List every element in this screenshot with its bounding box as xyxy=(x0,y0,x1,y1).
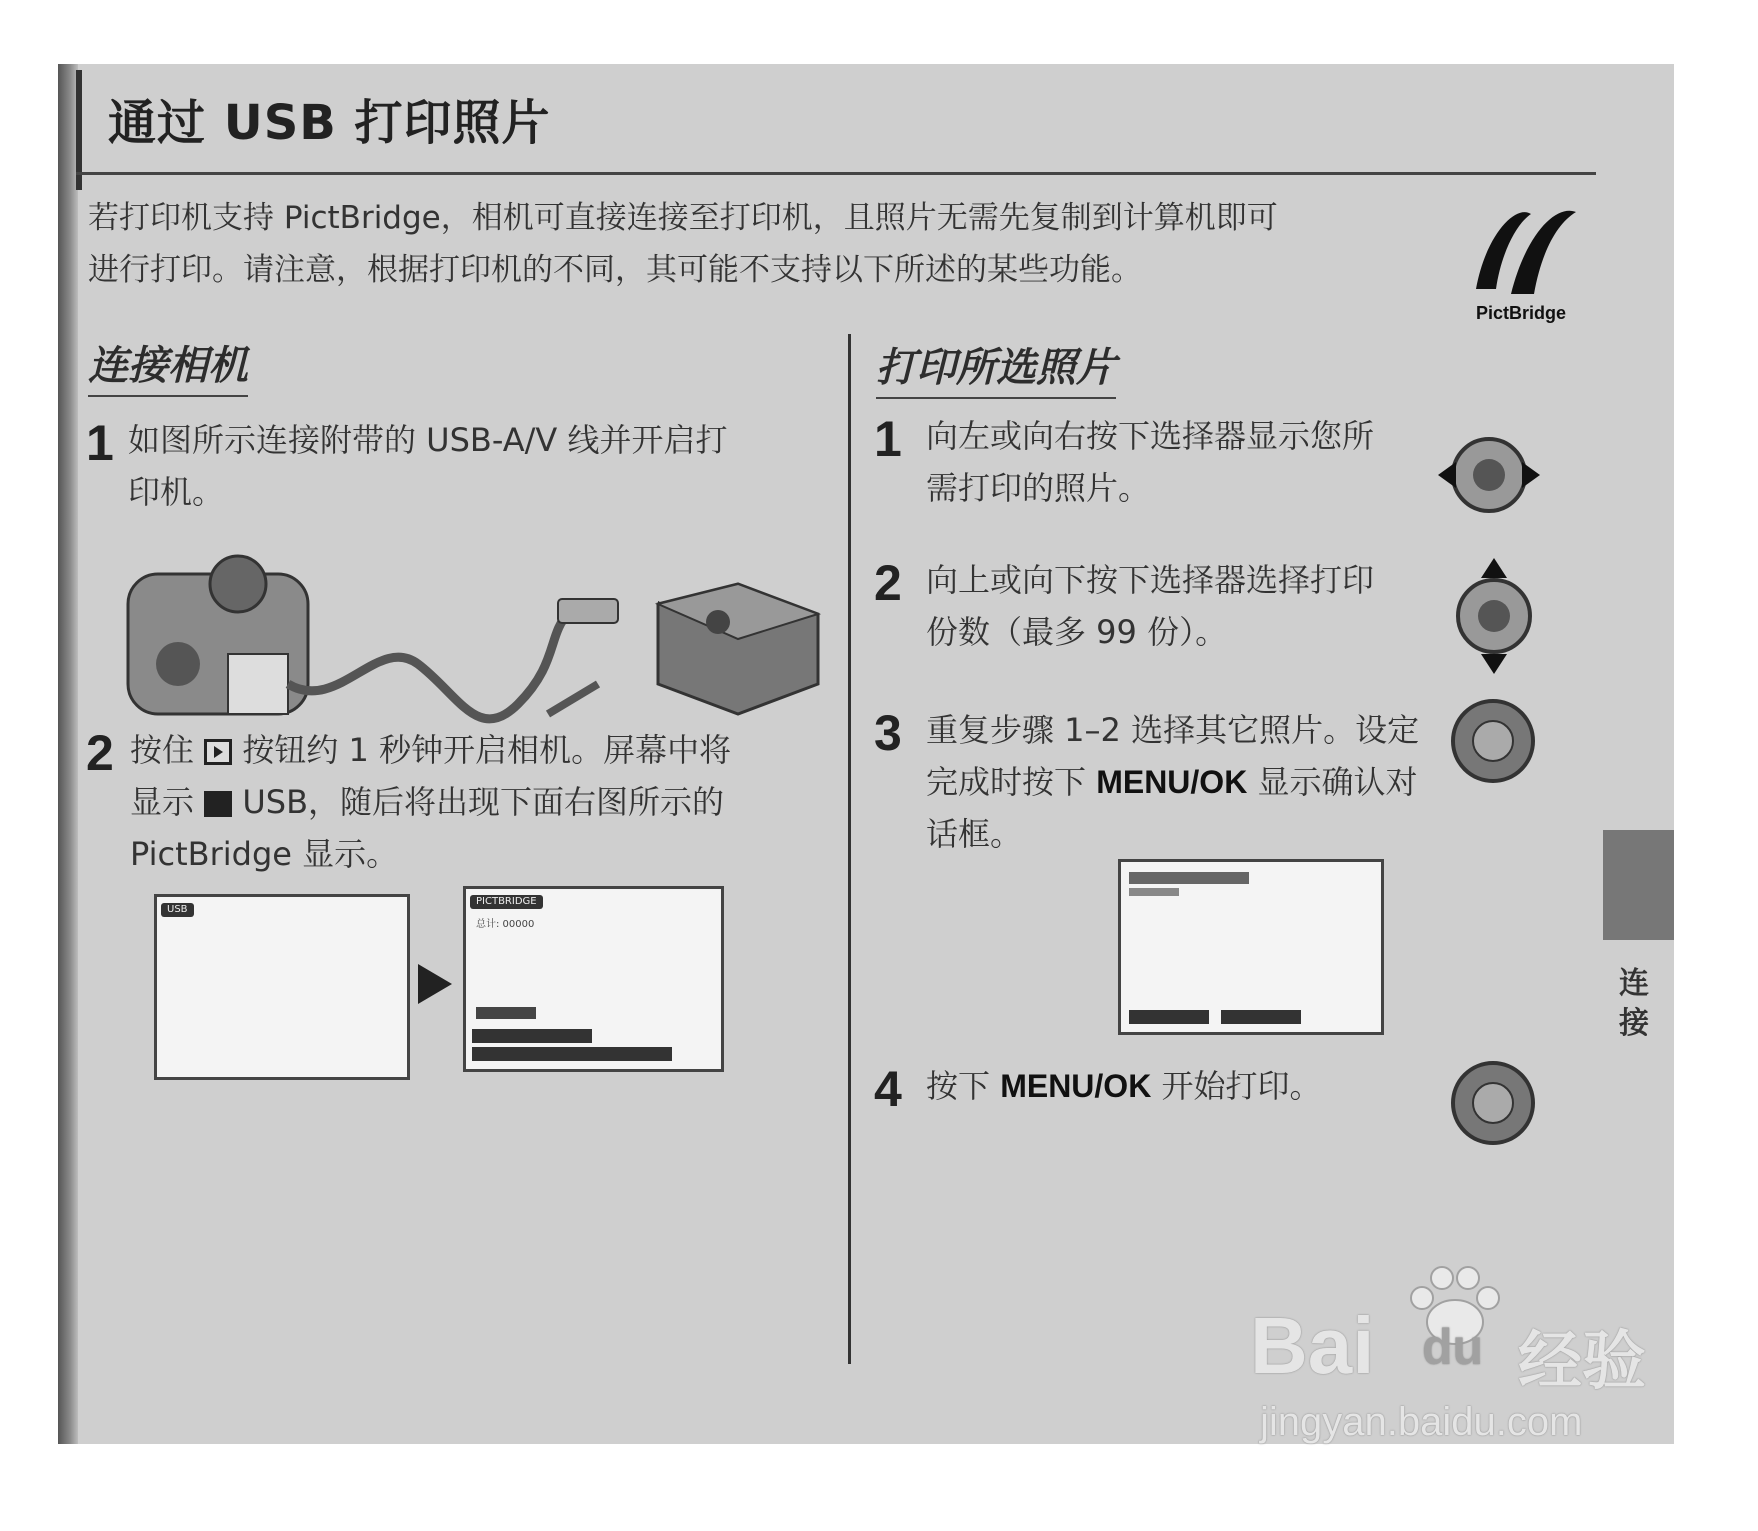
intro-paragraph xyxy=(88,192,1488,296)
lcd-screen-usb xyxy=(154,894,410,1080)
right-step-2-line-1: 向上或向下按下选择器选择打印 xyxy=(926,561,1375,599)
right-step-3-line-3: 话框。 xyxy=(926,815,1023,853)
usb-cable xyxy=(288,614,568,719)
menu-ok-button-icon-2 xyxy=(1448,1058,1538,1148)
chapter-side-tab xyxy=(1603,830,1674,940)
lcd-total-line: 总计: 00000 xyxy=(476,919,535,930)
lcd-confirm-btn-1 xyxy=(1129,1010,1209,1024)
intro-line-2: 进行打印。请注意，根据打印机的不同，其可能不支持以下所述的某些功能。 xyxy=(88,252,1142,288)
right-step-1-line-1: 向左或向右按下选择器显示您所 xyxy=(926,417,1375,455)
watermark-url: jingyan.baidu.com xyxy=(1260,1400,1583,1444)
pictbridge-logo-text: PictBridge xyxy=(1475,303,1567,323)
page-title: 通过 USB 打印照片 xyxy=(108,95,551,151)
lcd-confirm-btn-2 xyxy=(1221,1010,1301,1024)
section-heading-connect: 连接相机 xyxy=(88,334,248,397)
right-step-2-line-2: 份数（最多 99 份）。 xyxy=(926,613,1228,651)
lcd-menu-bar-1 xyxy=(472,1029,592,1043)
lcd-count-box xyxy=(476,1007,536,1019)
right-step-4-number: 4 xyxy=(874,1061,902,1117)
lcd-menu-bar-2 xyxy=(472,1047,672,1061)
intro-line-1: 若打印机支持 PictBridge，相机可直接连接至打印机，且照片无需先复制到计算机即可 xyxy=(88,200,1278,236)
book-spine xyxy=(58,64,78,1444)
menu-ok-label: MENU/OK xyxy=(1096,764,1248,800)
usb-plug xyxy=(558,599,618,623)
pictbridge-logo-icon xyxy=(1456,194,1586,324)
menu-ok-label-2: MENU/OK xyxy=(1000,1068,1152,1104)
left-step-1-text xyxy=(128,414,727,518)
right-step-1-text xyxy=(926,410,1374,514)
right-step-3-line-2a: 完成时按下 xyxy=(926,763,1087,801)
left-step-2-line-2b: USB，随后将出现下面右图所示的 xyxy=(242,783,725,821)
lcd-confirm-line xyxy=(1129,888,1179,896)
selector-left-right-icon xyxy=(1434,420,1544,530)
chapter-side-label: 连接 xyxy=(1619,966,1649,1041)
left-step-2-line-2a: 显示 xyxy=(130,783,195,821)
left-step-2-line-1b: 按钮约 1 秒钟开启相机。屏幕中将 xyxy=(242,731,732,769)
menu-ok-button-icon xyxy=(1448,696,1538,786)
watermark-brand: Bai xyxy=(1250,1301,1375,1390)
baidu-watermark xyxy=(1250,1260,1710,1460)
arrow-right-icon xyxy=(418,964,452,1004)
section-heading-print: 打印所选照片 xyxy=(876,336,1116,399)
lcd-confirm-screen xyxy=(1118,859,1384,1035)
right-step-3-text xyxy=(926,704,1419,860)
selector-up-down-icon xyxy=(1444,556,1544,676)
lcd-pictbridge-bar: PICTBRIDGE xyxy=(470,895,543,909)
lcd-confirm-title-bar xyxy=(1129,872,1249,884)
right-step-3-line-1: 重复步骤 1–2 选择其它照片。设定 xyxy=(926,711,1420,749)
right-step-1-line-2: 需打印的照片。 xyxy=(926,469,1151,507)
left-step-1-line-1: 如图所示连接附带的 USB-A/V 线并开启打 xyxy=(128,421,728,459)
left-step-2-text xyxy=(130,724,731,880)
watermark-cn: 经验 xyxy=(1518,1325,1646,1397)
column-divider xyxy=(848,334,851,1364)
printer-illustration xyxy=(658,584,818,714)
left-step-1-number: 1 xyxy=(86,415,114,471)
manual-page xyxy=(58,64,1674,1444)
usb-mode-icon xyxy=(204,791,232,817)
right-step-3-line-2c: 显示确认对 xyxy=(1257,763,1418,801)
watermark-brand-du: du xyxy=(1422,1319,1484,1375)
playback-button-icon xyxy=(204,739,232,765)
left-step-2-number: 2 xyxy=(86,725,114,781)
right-step-1-number: 1 xyxy=(874,411,902,467)
right-step-2-number: 2 xyxy=(874,555,902,611)
lcd-usb-bar: USB xyxy=(161,903,194,917)
right-step-4-line-1c: 开始打印。 xyxy=(1161,1067,1322,1105)
lcd-screen-pictbridge xyxy=(463,886,724,1072)
camera-illustration xyxy=(128,556,308,714)
left-step-2-line-1a: 按住 xyxy=(130,731,195,769)
left-step-1-line-2: 印机。 xyxy=(128,473,225,511)
right-step-2-text xyxy=(926,554,1374,658)
left-step-2-line-3: PictBridge 显示。 xyxy=(130,835,399,873)
right-step-3-number: 3 xyxy=(874,705,902,761)
title-rule xyxy=(76,172,1596,175)
right-step-4-text xyxy=(926,1060,1321,1112)
right-step-4-line-1a: 按下 xyxy=(926,1067,991,1105)
